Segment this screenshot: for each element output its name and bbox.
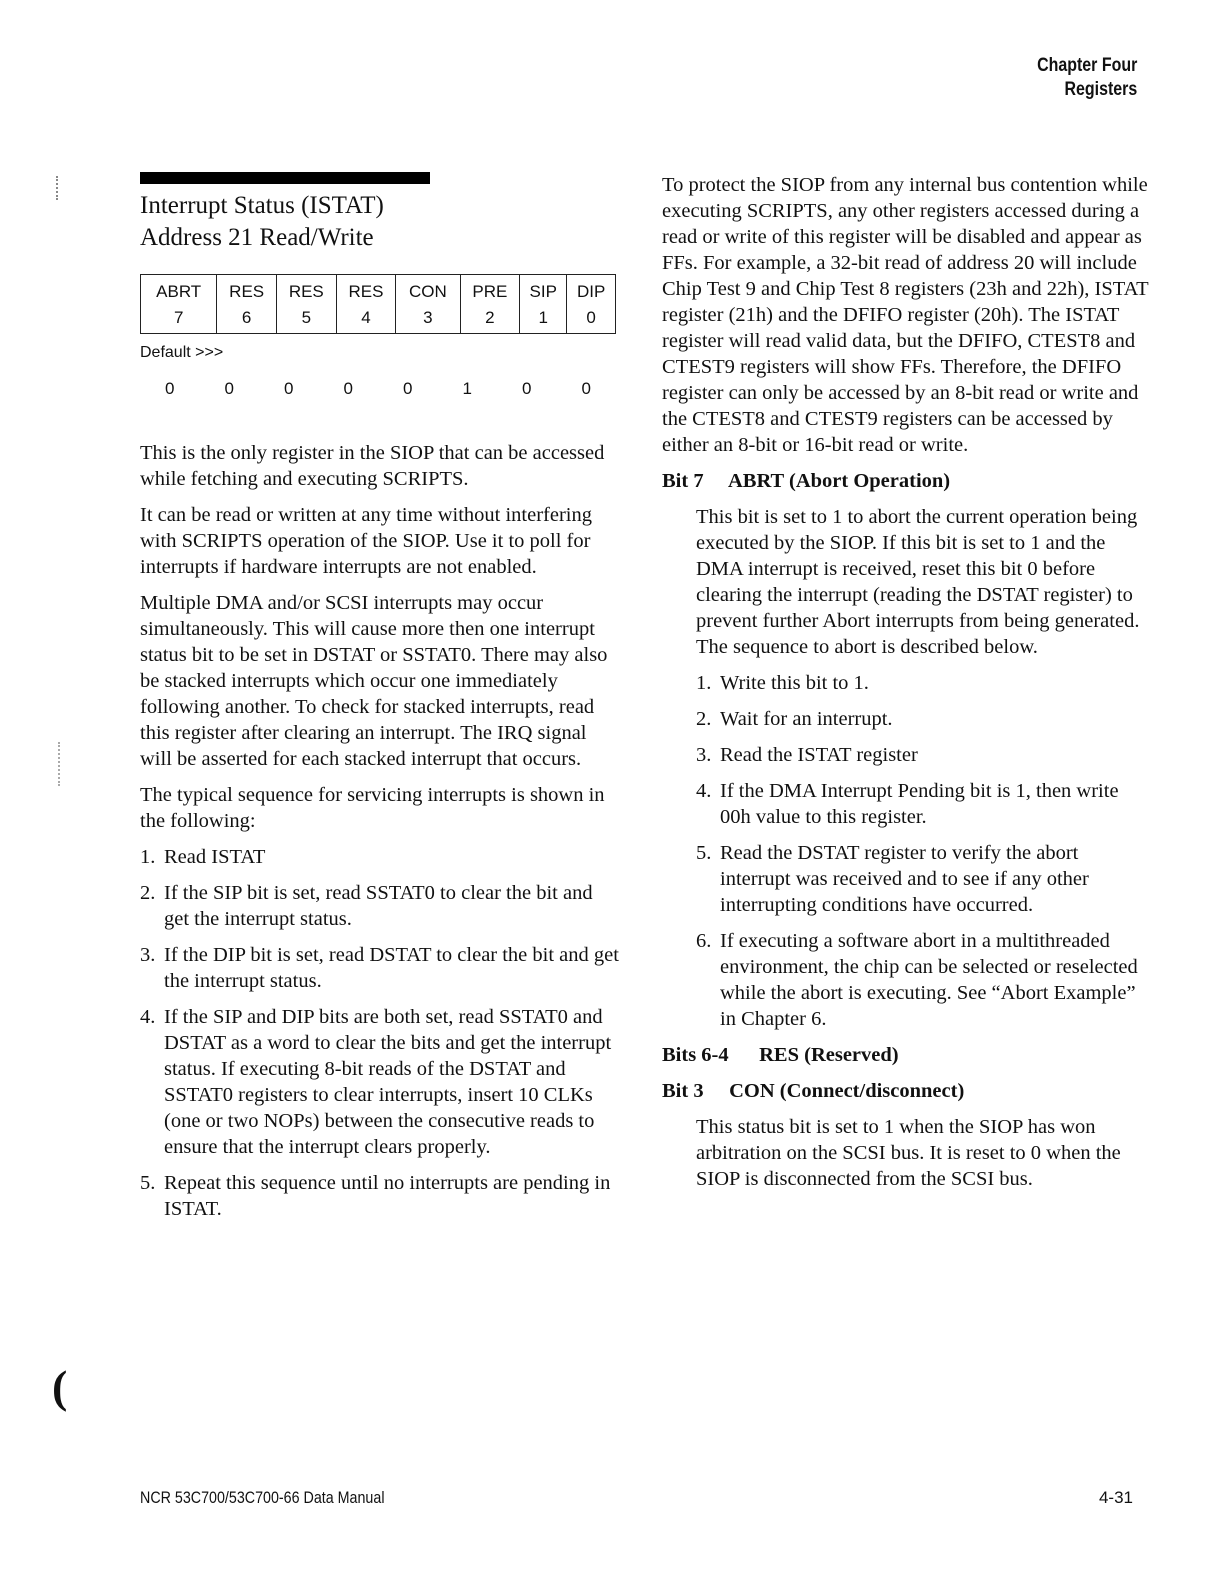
list-item — [696, 670, 1150, 696]
title-rule — [140, 172, 430, 184]
list-item — [140, 844, 620, 870]
step-number: 2. — [140, 882, 156, 904]
chapter-label: Chapter Four — [1036, 55, 1137, 76]
scan-bracket-mark: ( — [52, 1361, 68, 1412]
bit-label: Bits 6-4 — [662, 1044, 729, 1066]
step-text: Wait for an interrupt. — [720, 708, 893, 730]
paragraph: This is the only register in the SIOP that can be accessed while fetching and executing SCRIPTS. — [140, 442, 605, 490]
bit-number: 6 — [217, 305, 277, 334]
bit-number: 0 — [567, 305, 616, 334]
bit7-heading — [662, 468, 1150, 494]
bit-title: RES (Reserved) — [759, 1044, 899, 1066]
list-item — [696, 840, 1150, 918]
list-item — [140, 942, 620, 994]
step-number: 1. — [696, 672, 712, 694]
paragraph: This status bit is set to 1 when the SIOP has won arbitration on the SCSI bus. It is reset to 0 when the SIOP is disconnected from the SCSI bus. — [696, 1116, 1121, 1190]
step-text: If the SIP bit is set, read SSTAT0 to clear the bit and get the interrupt status. — [164, 882, 593, 930]
field-cell: SIP — [520, 275, 567, 306]
step-text: Read the ISTAT register — [720, 744, 918, 766]
manual-title: NCR 53C700/53C700-66 Data Manual — [140, 1488, 385, 1507]
list-item — [140, 880, 620, 932]
step-number: 2. — [696, 708, 712, 730]
abort-sequence-list — [696, 670, 1150, 1032]
bit-label: Bit 7 — [662, 470, 704, 492]
default-value: 0 — [284, 379, 294, 398]
list-item — [140, 1004, 620, 1160]
bit-number: 4 — [336, 305, 396, 334]
step-number: 3. — [696, 744, 712, 766]
register-address: Address 21 Read/Write — [140, 224, 374, 251]
default-values — [140, 376, 616, 402]
bit-title: ABRT (Abort Operation) — [728, 470, 951, 492]
bit3-heading — [662, 1078, 1150, 1104]
list-item — [140, 1170, 620, 1222]
bit-title: CON (Connect/disconnect) — [729, 1080, 965, 1102]
register-bit-table — [140, 274, 616, 334]
field-cell: DIP — [567, 275, 616, 306]
scan-mark — [58, 742, 68, 786]
paragraph: It can be read or written at any time without interfering with SCRIPTS operation of the SIOP. Use it to poll for interrupts if hardware interrupts are not enabled. — [140, 504, 592, 578]
default-value: 0 — [581, 379, 591, 398]
right-column — [662, 172, 1150, 1202]
bit3-body — [662, 1114, 1150, 1192]
bit7-body — [662, 504, 1150, 1032]
field-cell: ABRT — [141, 275, 217, 306]
default-value: 0 — [165, 379, 175, 398]
register-title: Interrupt Status (ISTAT) — [140, 192, 384, 219]
default-value: 0 — [403, 379, 413, 398]
bits64-heading — [662, 1042, 1150, 1068]
step-text: Repeat this sequence until no interrupts are pending in ISTAT. — [164, 1172, 611, 1220]
step-text: Read ISTAT — [164, 846, 266, 868]
list-item — [696, 778, 1150, 830]
step-text: If executing a software abort in a multithreaded environment, the chip can be selected or reselected while the abort is executing. See “Abort Example” in Chapter 6. — [720, 930, 1138, 1030]
bit-number: 1 — [520, 305, 567, 334]
paragraph: The typical sequence for servicing interrupts is shown in the following: — [140, 784, 605, 832]
step-number: 3. — [140, 944, 156, 966]
list-item — [696, 928, 1150, 1032]
bit-number: 3 — [396, 305, 460, 334]
paragraph: To protect the SIOP from any internal bus contention while executing SCRIPTS, any other registers accessed during a read or write of this register will be disabled and appear as FFs. For example, a 32-bit read of address 20 will include Chip Test 9 and Chip Test 8 registers (23h and 22h), ISTAT register (21h) and the DFIFO register (20h). The ISTAT register will read valid data, but the DFIFO, CTEST8 and CTEST9 registers will show FFs. Therefore, the DFIFO register can only be accessed by an 8-bit read or write and the CTEST8 and CTEST9 registers can be accessed by either an 8-bit or 16-bit read or write. — [662, 174, 1149, 456]
step-number: 4. — [696, 780, 712, 802]
bit-number: 5 — [276, 305, 336, 334]
step-number: 6. — [696, 930, 712, 952]
paragraph: This bit is set to 1 to abort the current operation being executed by the SIOP. If this bit is set to 1 and the DMA interrupt is received, reset this bit 0 before clearing the interrupt (reading the DSTAT register) to prevent further Abort interrupts from being generated. The sequence to abort is described below. — [696, 506, 1140, 658]
bit-number: 2 — [460, 305, 520, 334]
scan-mark — [56, 176, 66, 200]
bit-label: Bit 3 — [662, 1080, 704, 1102]
service-sequence-list — [140, 844, 620, 1222]
field-cell: RES — [276, 275, 336, 306]
list-item — [696, 706, 1150, 732]
step-number: 5. — [696, 842, 712, 864]
field-cell: CON — [396, 275, 460, 306]
footer-manual — [140, 1488, 431, 1508]
section-label: Registers — [1064, 79, 1137, 100]
step-number: 4. — [140, 1006, 156, 1028]
default-value: 0 — [343, 379, 353, 398]
default-value: 0 — [224, 379, 234, 398]
step-number: 5. — [140, 1172, 156, 1194]
field-cell: RES — [336, 275, 396, 306]
footer-page-number — [1099, 1488, 1133, 1508]
default-label: Default >>> — [140, 344, 224, 361]
default-value: 1 — [462, 379, 472, 398]
step-number: 1. — [140, 846, 156, 868]
page-header — [1018, 54, 1137, 102]
bit-number: 7 — [141, 305, 217, 334]
field-cell: PRE — [460, 275, 520, 306]
default-value: 0 — [522, 379, 532, 398]
step-text: Read the DSTAT register to verify the abort interrupt was received and to see if any other interrupting conditions have occurred. — [720, 842, 1089, 916]
field-cell: RES — [217, 275, 277, 306]
left-column — [140, 172, 620, 1232]
step-text: Write this bit to 1. — [720, 672, 869, 694]
page-number: 4-31 — [1098, 1488, 1133, 1507]
paragraph: Multiple DMA and/or SCSI interrupts may occur simultaneously. This will cause more then one interrupt status bit to be set in DSTAT or SSTAT0. There may also be stacked interrupts which occur one immediately following another. To check for stacked interrupts, read this register after clearing an interrupt. The IRQ signal will be asserted for each stacked interrupt that occurs. — [140, 592, 608, 770]
step-text: If the SIP and DIP bits are both set, read SSTAT0 and DSTAT as a word to clear the bits and get the interrupt status. If executing 8-bit reads of the DSTAT and SSTAT0 registers to clear interrupts, insert 10 CLKs (one or two NOPs) between the consecutive reads to ensure that the interrupt clears properly. — [164, 1006, 612, 1158]
step-text: If the DMA Interrupt Pending bit is 1, then write 00h value to this register. — [720, 780, 1119, 828]
list-item — [696, 742, 1150, 768]
step-text: If the DIP bit is set, read DSTAT to clear the bit and get the interrupt status. — [164, 944, 619, 992]
